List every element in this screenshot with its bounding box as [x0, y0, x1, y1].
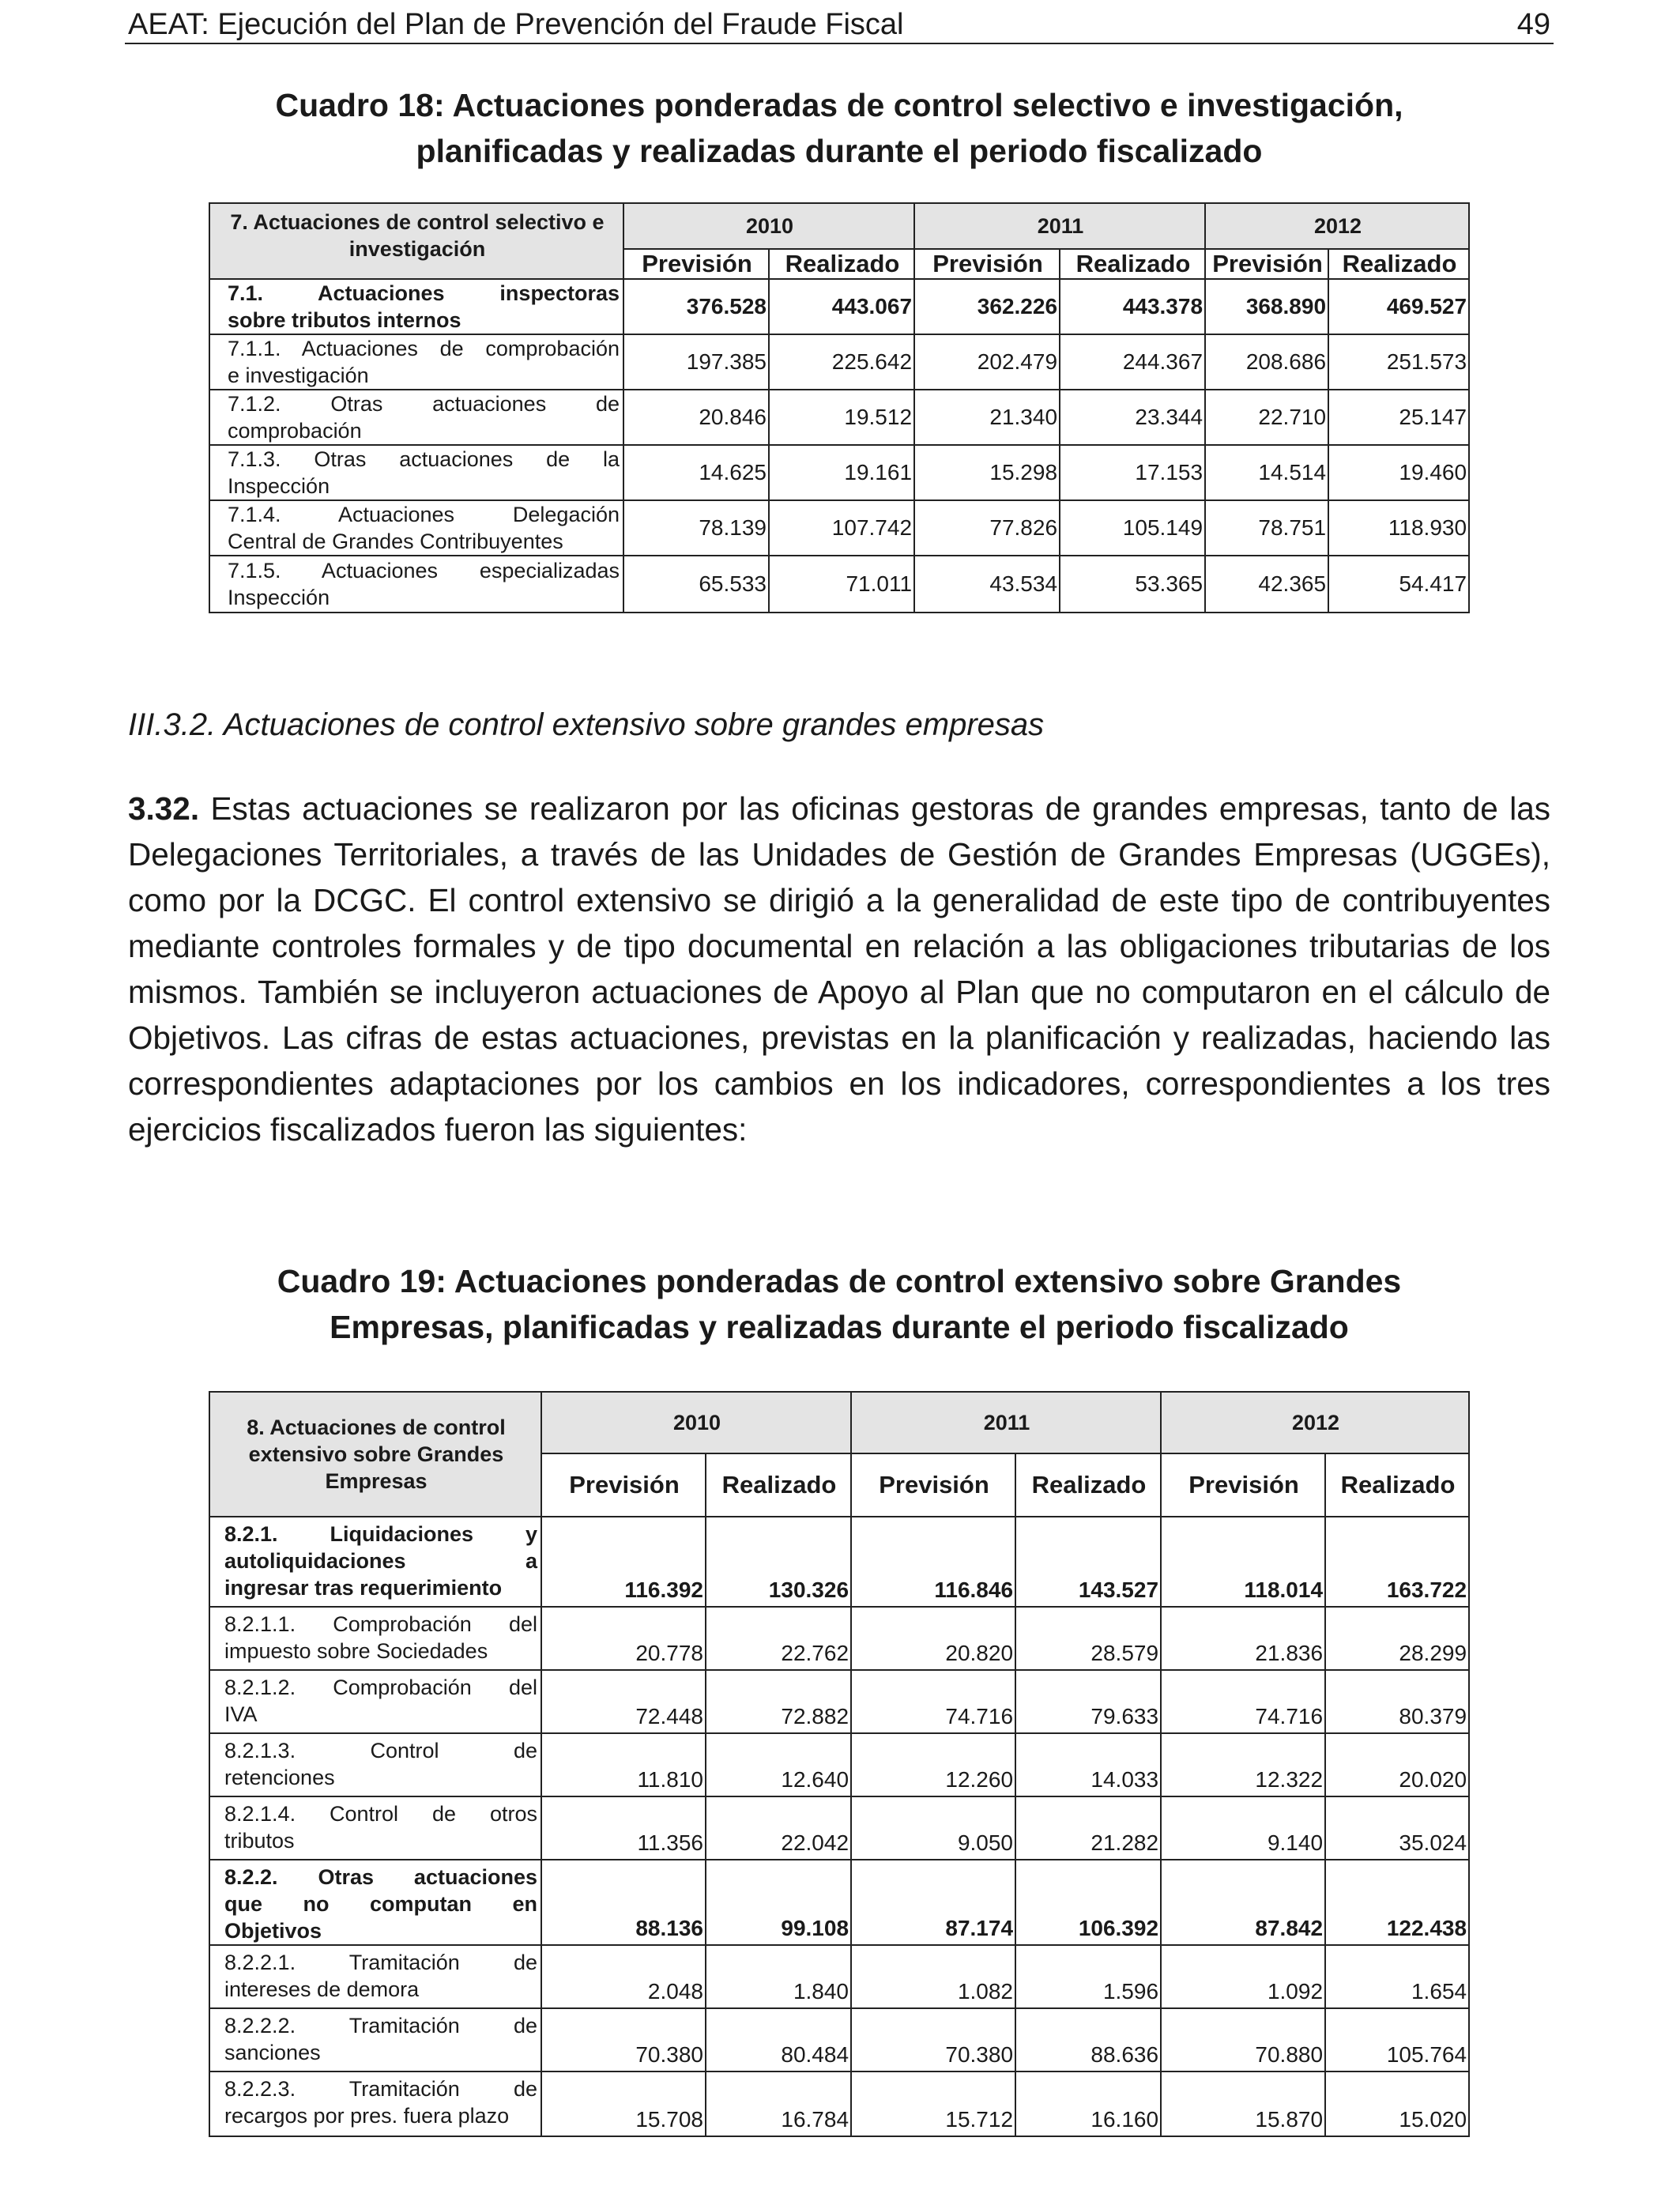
- table18-subheader: Realizado: [769, 249, 914, 279]
- table-row: [209, 1860, 1469, 1945]
- table-cell: 80.379: [1325, 1670, 1469, 1733]
- table-cell: 12.322: [1161, 1733, 1325, 1796]
- table-cell: 12.260: [851, 1733, 1015, 1796]
- row-label-line: Inspección: [228, 474, 330, 498]
- row-label-line: Objetivos: [224, 1919, 322, 1943]
- row-label-line: que no computan en: [224, 1892, 537, 1916]
- table-cell: 9.140: [1161, 1796, 1325, 1860]
- row-label-line: sanciones: [224, 2041, 321, 2064]
- table-cell: 17.153: [1060, 445, 1205, 500]
- row-label-line: 7.1.4. Actuaciones Delegación: [228, 503, 620, 526]
- table19-subheader: Realizado: [1015, 1453, 1161, 1517]
- table-cell: 443.067: [769, 279, 914, 334]
- table-row: [209, 2071, 1469, 2136]
- table19-subheader: Previsión: [1161, 1453, 1325, 1517]
- table-cell: 21.836: [1161, 1607, 1325, 1670]
- table-cell: 107.742: [769, 500, 914, 556]
- table-row: [209, 1670, 1469, 1733]
- table-cell: 368.890: [1205, 279, 1328, 334]
- table19-subheader: Realizado: [1325, 1453, 1469, 1517]
- table-cell: 116.392: [541, 1517, 706, 1607]
- table-row: [209, 500, 1469, 556]
- table18: [209, 202, 1470, 613]
- table19-caption-line2: Empresas, planificadas y realizadas durante el periodo fiscalizado: [330, 1309, 1349, 1345]
- table-cell: 22.042: [706, 1796, 851, 1860]
- table18-subheader: Previsión: [623, 249, 769, 279]
- table19-row-header: 8. Actuaciones de control extensivo sobre Grandes Empresas: [209, 1392, 541, 1517]
- row-label: [209, 445, 623, 500]
- running-title: AEAT: Ejecución del Plan de Prevención del Fraude Fiscal: [128, 8, 904, 41]
- table18-year-2010: 2010: [623, 203, 914, 249]
- table-cell: 87.842: [1161, 1860, 1325, 1945]
- row-label-line: IVA: [224, 1702, 258, 1726]
- row-label-line: 7.1. Actuaciones inspectoras: [228, 281, 620, 305]
- row-label-line: comprobación: [228, 419, 362, 443]
- table-cell: 362.226: [914, 279, 1060, 334]
- table-cell: 106.392: [1015, 1860, 1161, 1945]
- table-cell: 118.014: [1161, 1517, 1325, 1607]
- row-label-line: 8.2.1.2. Comprobación del: [224, 1676, 537, 1699]
- paragraph-number: 3.32.: [128, 790, 200, 827]
- table-cell: 15.870: [1161, 2071, 1325, 2136]
- table-cell: 72.448: [541, 1670, 706, 1733]
- table-cell: 105.764: [1325, 2008, 1469, 2071]
- table-cell: 14.625: [623, 445, 769, 500]
- row-label: [209, 1945, 541, 2008]
- table-cell: 15.298: [914, 445, 1060, 500]
- row-label-line: e investigación: [228, 364, 369, 387]
- row-label-line: 8.2.1.1. Comprobación del: [224, 1612, 537, 1636]
- table-cell: 22.710: [1205, 390, 1328, 445]
- table-cell: 122.438: [1325, 1860, 1469, 1945]
- table-cell: 74.716: [1161, 1670, 1325, 1733]
- table-cell: 1.596: [1015, 1945, 1161, 2008]
- table18-year-2012: 2012: [1205, 203, 1469, 249]
- table-cell: 118.930: [1328, 500, 1469, 556]
- row-label-line: 8.2.1.3. Control de: [224, 1739, 537, 1762]
- table-cell: 65.533: [623, 556, 769, 613]
- table-cell: 197.385: [623, 334, 769, 390]
- table-cell: 80.484: [706, 2008, 851, 2071]
- table-row: [209, 279, 1469, 334]
- table-cell: 54.417: [1328, 556, 1469, 613]
- table-row: [209, 1517, 1469, 1607]
- table-cell: 20.020: [1325, 1733, 1469, 1796]
- table-cell: 20.778: [541, 1607, 706, 1670]
- row-label-line: 8.2.1.4. Control de otros: [224, 1802, 537, 1826]
- table-cell: 42.365: [1205, 556, 1328, 613]
- row-label-line: intereses de demora: [224, 1977, 420, 2001]
- table-cell: 78.751: [1205, 500, 1328, 556]
- row-label-line: impuesto sobre Sociedades: [224, 1639, 488, 1663]
- table-row: [209, 334, 1469, 390]
- row-label-line: Central de Grandes Contribuyentes: [228, 530, 563, 553]
- row-label: [209, 1860, 541, 1945]
- row-label-line: 8.2.2.3. Tramitación de: [224, 2077, 537, 2101]
- table-cell: 202.479: [914, 334, 1060, 390]
- table-cell: 15.712: [851, 2071, 1015, 2136]
- table-cell: 16.160: [1015, 2071, 1161, 2136]
- table19-subheader: Realizado: [706, 1453, 851, 1517]
- row-label-line: sobre tributos internos: [228, 308, 461, 332]
- page-header: [125, 6, 1554, 44]
- table-cell: 2.048: [541, 1945, 706, 2008]
- table18-subheader: Previsión: [914, 249, 1060, 279]
- table-row: [209, 1607, 1469, 1670]
- table-cell: 11.810: [541, 1733, 706, 1796]
- row-label: [209, 1517, 541, 1607]
- row-label-line: 7.1.5. Actuaciones especializadas: [228, 559, 620, 582]
- page-number: 49: [1516, 8, 1550, 41]
- table-cell: 1.840: [706, 1945, 851, 2008]
- table-cell: 469.527: [1328, 279, 1469, 334]
- table-row: [209, 1945, 1469, 2008]
- row-label: [209, 556, 623, 613]
- table-cell: 130.326: [706, 1517, 851, 1607]
- table-cell: 21.340: [914, 390, 1060, 445]
- table-cell: 105.149: [1060, 500, 1205, 556]
- row-label: [209, 1670, 541, 1733]
- table-cell: 53.365: [1060, 556, 1205, 613]
- row-label-line: ingresar tras requerimiento: [224, 1576, 503, 1600]
- table-cell: 72.882: [706, 1670, 851, 1733]
- table-cell: 22.762: [706, 1607, 851, 1670]
- table18-row-header: 7. Actuaciones de control selectivo e investigación: [209, 203, 623, 279]
- table-cell: 225.642: [769, 334, 914, 390]
- table-cell: 1.082: [851, 1945, 1015, 2008]
- table-row: [209, 2008, 1469, 2071]
- table-cell: 25.147: [1328, 390, 1469, 445]
- table19-caption: [125, 1258, 1554, 1350]
- table-cell: 14.033: [1015, 1733, 1161, 1796]
- table-cell: 21.282: [1015, 1796, 1161, 1860]
- table18-caption: [125, 82, 1554, 174]
- row-label-line: 8.2.2.1. Tramitación de: [224, 1951, 537, 1974]
- paragraph-text: Estas actuaciones se realizaron por las oficinas gestoras de grandes empresas, tanto de las Delegaciones Territoriales, a través de las Unidades de Gestión de Grandes Empresas (UGGEs), como por la DCGC. El control extensivo se dirigió a la generalidad de este tipo de contribuyentes mediante controles formales y de tipo documental en relación a las obligaciones tributarias de los mismos. También se incluyeron actuaciones de Apoyo al Plan que no computaron en el cálculo de Objetivos. Las cifras de estas actuaciones, previstas en la planificación y realizadas, haciendo las correspondientes adaptaciones por los cambios en los indicadores, correspondientes a los tres ejercicios fiscalizados fueron las siguientes:: [128, 790, 1550, 1148]
- table-cell: 20.820: [851, 1607, 1015, 1670]
- table-cell: 87.174: [851, 1860, 1015, 1945]
- table-cell: 78.139: [623, 500, 769, 556]
- row-label: [209, 279, 623, 334]
- table-row: [209, 1733, 1469, 1796]
- table-cell: 74.716: [851, 1670, 1015, 1733]
- table-cell: 16.784: [706, 2071, 851, 2136]
- table18-caption-line2: planificadas y realizadas durante el periodo fiscalizado: [416, 133, 1263, 169]
- row-label: [209, 1733, 541, 1796]
- table19-subheader: Previsión: [541, 1453, 706, 1517]
- table-cell: 28.299: [1325, 1607, 1469, 1670]
- table19-year-2011: 2011: [851, 1392, 1161, 1453]
- table-cell: 116.846: [851, 1517, 1015, 1607]
- table19-year-2010: 2010: [541, 1392, 851, 1453]
- row-label: [209, 334, 623, 390]
- table-cell: 15.708: [541, 2071, 706, 2136]
- row-label: [209, 500, 623, 556]
- table-cell: 20.846: [623, 390, 769, 445]
- table-cell: 163.722: [1325, 1517, 1469, 1607]
- paragraph-3-32: [128, 786, 1550, 1152]
- table-cell: 88.636: [1015, 2008, 1161, 2071]
- table19-subheader: Previsión: [851, 1453, 1015, 1517]
- table18-subheader: Realizado: [1328, 249, 1469, 279]
- table-cell: 443.378: [1060, 279, 1205, 334]
- table-cell: 14.514: [1205, 445, 1328, 500]
- table-cell: 9.050: [851, 1796, 1015, 1860]
- table-cell: 376.528: [623, 279, 769, 334]
- table18-subheader: Realizado: [1060, 249, 1205, 279]
- table-cell: 70.880: [1161, 2008, 1325, 2071]
- table-row: [209, 390, 1469, 445]
- table-cell: 143.527: [1015, 1517, 1161, 1607]
- table-cell: 70.380: [541, 2008, 706, 2071]
- table18-caption-line1: Cuadro 18: Actuaciones ponderadas de control selectivo e investigación,: [275, 87, 1403, 123]
- table-cell: 244.367: [1060, 334, 1205, 390]
- table-cell: 28.579: [1015, 1607, 1161, 1670]
- table-cell: 251.573: [1328, 334, 1469, 390]
- row-label-line: 7.1.2. Otras actuaciones de: [228, 392, 620, 416]
- table-cell: 12.640: [706, 1733, 851, 1796]
- table-cell: 43.534: [914, 556, 1060, 613]
- row-label-line: tributos: [224, 1829, 295, 1853]
- row-label: [209, 2071, 541, 2136]
- table-cell: 19.161: [769, 445, 914, 500]
- table-row: [209, 445, 1469, 500]
- table-cell: 35.024: [1325, 1796, 1469, 1860]
- table-cell: 208.686: [1205, 334, 1328, 390]
- table-cell: 19.460: [1328, 445, 1469, 500]
- row-label: [209, 2008, 541, 2071]
- section-heading: III.3.2. Actuaciones de control extensivo sobre grandes empresas: [128, 707, 1045, 742]
- table18-subheader: Previsión: [1205, 249, 1328, 279]
- table-cell: 23.344: [1060, 390, 1205, 445]
- row-label: [209, 390, 623, 445]
- table-cell: 77.826: [914, 500, 1060, 556]
- row-label-line: 8.2.1. Liquidaciones y: [224, 1522, 537, 1546]
- row-label-line: 7.1.3. Otras actuaciones de la: [228, 447, 620, 471]
- table-cell: 1.092: [1161, 1945, 1325, 2008]
- table-cell: 71.011: [769, 556, 914, 613]
- table19-year-2012: 2012: [1161, 1392, 1469, 1453]
- row-label-line: Inspección: [228, 586, 330, 609]
- row-label: [209, 1796, 541, 1860]
- table19: [209, 1391, 1470, 2137]
- table-cell: 19.512: [769, 390, 914, 445]
- row-label-line: autoliquidaciones a: [224, 1549, 537, 1573]
- table-cell: 79.633: [1015, 1670, 1161, 1733]
- table-cell: 99.108: [706, 1860, 851, 1945]
- table-row: [209, 556, 1469, 613]
- table-cell: 11.356: [541, 1796, 706, 1860]
- table-row: [209, 1796, 1469, 1860]
- row-label-line: recargos por pres. fuera plazo: [224, 2104, 510, 2128]
- row-label: [209, 1607, 541, 1670]
- table-cell: 88.136: [541, 1860, 706, 1945]
- row-label-line: 8.2.2. Otras actuaciones: [224, 1865, 537, 1889]
- table-cell: 70.380: [851, 2008, 1015, 2071]
- table18-year-2011: 2011: [914, 203, 1205, 249]
- table-cell: 15.020: [1325, 2071, 1469, 2136]
- row-label-line: 8.2.2.2. Tramitación de: [224, 2014, 537, 2038]
- row-label-line: 7.1.1. Actuaciones de comprobación: [228, 337, 620, 360]
- table19-caption-line1: Cuadro 19: Actuaciones ponderadas de control extensivo sobre Grandes: [277, 1263, 1402, 1299]
- table-cell: 1.654: [1325, 1945, 1469, 2008]
- row-label-line: retenciones: [224, 1766, 335, 1789]
